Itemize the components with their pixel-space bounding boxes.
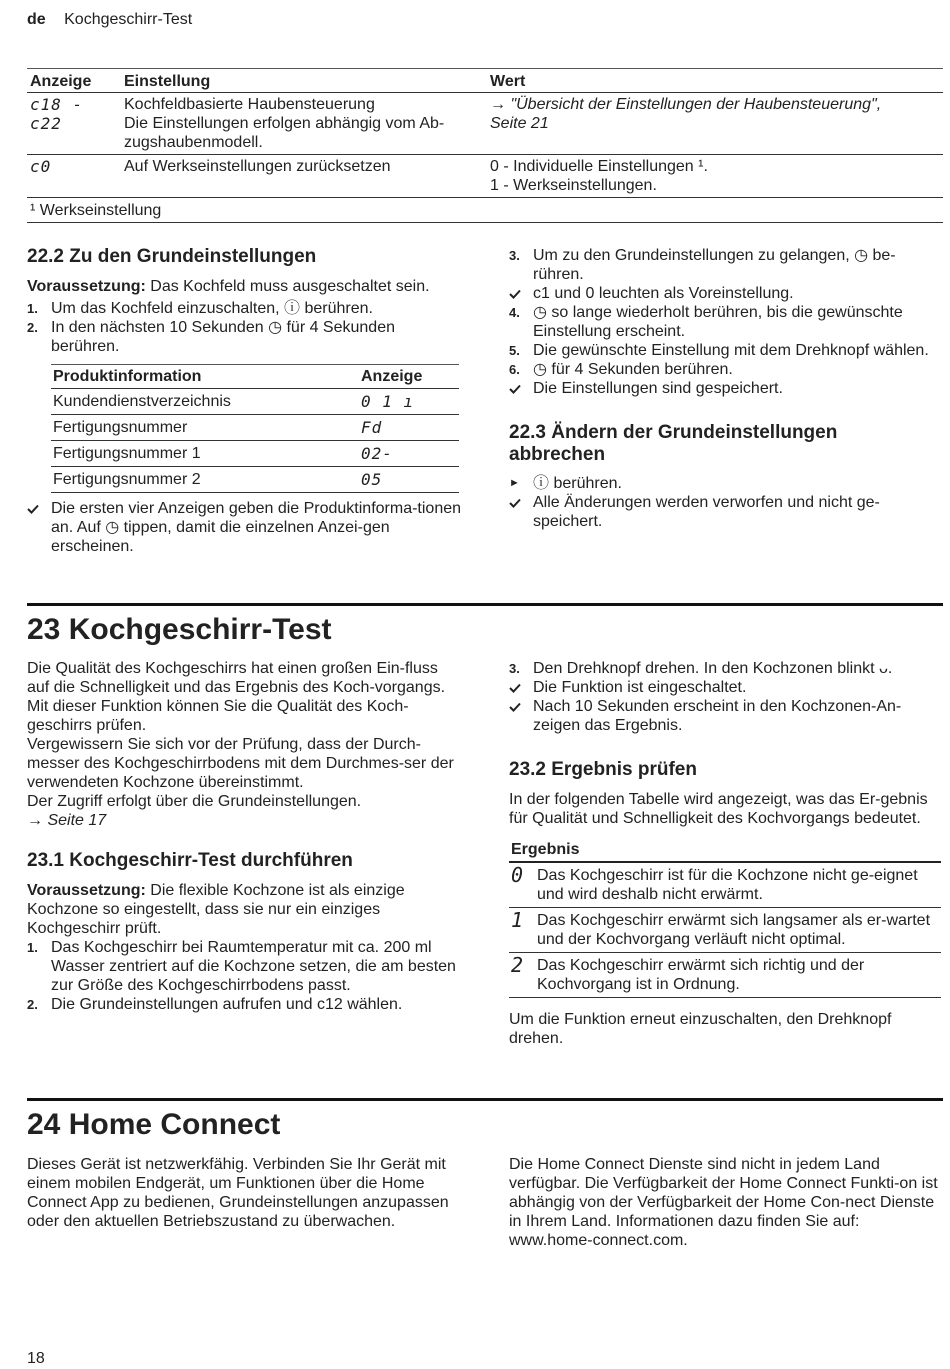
check-icon xyxy=(509,683,521,693)
display-code: c0 xyxy=(27,155,121,198)
table-row xyxy=(27,155,943,198)
section-title: 22.2 Zu den Grundeinstellungen xyxy=(27,246,317,267)
result-text: Nach 10 Sekunden erscheint in den Kochzonen-An-zeigen das Ergebnis. xyxy=(533,698,902,734)
col-header-product-info: Produktinformation xyxy=(51,365,359,389)
outro-text: Um die Funktion erneut einzuschalten, den Drehknopf drehen. xyxy=(509,1011,892,1047)
check-icon xyxy=(27,504,39,514)
result-code: 2 xyxy=(509,953,535,998)
cell-display: Fd xyxy=(359,415,459,441)
prereq-text: Die flexible Kochzone ist als einzige Kochzone so eingestellt, dass sie nur ein einziges Kochgeschirr prüft. xyxy=(27,882,405,937)
page-number: 18 xyxy=(27,1350,45,1367)
footnote: ¹ Werkseinstellung xyxy=(27,198,943,223)
step-text: In den nächsten 10 Sekunden ◷ für 4 Sekunden berühren. xyxy=(51,319,395,355)
step-2: 2. In den nächsten 10 Sekunden ◷ für 4 Sekunden berühren. xyxy=(27,319,395,355)
cell-display: 05 xyxy=(359,467,459,493)
table-row xyxy=(509,908,941,953)
display-code: c18 - c22 xyxy=(27,93,121,155)
step-text: Den Drehknopf drehen. In den Kochzonen blinkt ᴗ. xyxy=(533,660,893,677)
header-title: Kochgeschirr-Test xyxy=(64,11,193,28)
result-3b xyxy=(509,697,944,735)
value-link[interactable]: → "Übersicht der Einstellungen der Haubensteuerung", Seite 21 xyxy=(487,93,943,155)
page-link[interactable]: → Seite 17 xyxy=(27,812,107,829)
table-row xyxy=(51,441,459,467)
step-4: 4. ◷ so lange wiederholt berühren, bis die gewünschte Einstellung erscheint. xyxy=(509,304,903,340)
chapter-23-title: 23 Kochgeschirr-Test xyxy=(27,613,332,646)
table-row xyxy=(509,862,941,908)
cell-label: Fertigungsnummer xyxy=(51,415,359,441)
step-text: Um das Kochfeld einzuschalten, ⓘ berühren. xyxy=(51,300,373,317)
intro-text: In der folgenden Tabelle wird angezeigt, was das Er-gebnis für Qualität und Schnelligkeit des Kochvorgangs bedeutet. xyxy=(509,791,928,827)
section-22-2-cont xyxy=(509,246,944,531)
check-icon xyxy=(509,498,521,508)
result-3a xyxy=(509,678,944,697)
section-divider xyxy=(27,603,943,606)
section-22-2 xyxy=(27,246,462,556)
result-text: Alle Änderungen werden verworfen und nicht ge-speichert. xyxy=(533,494,880,530)
step-text: ◷ für 4 Sekunden berühren. xyxy=(533,361,733,378)
step-5: 5. Die gewünschte Einstellung mit dem Drehknopf wählen. xyxy=(509,342,929,359)
value-text: 0 - Individuelle Einstellungen ¹. 1 - Werkseinstellungen. xyxy=(487,155,943,198)
result-text: Die Funktion ist eingeschaltet. xyxy=(533,679,747,696)
prereq-label: Voraussetzung: xyxy=(27,278,146,295)
page-header xyxy=(27,10,192,29)
table-row xyxy=(51,467,459,493)
result xyxy=(509,493,944,531)
result-text: Die Einstellungen sind gespeichert. xyxy=(533,380,783,397)
cell-display: 0 1 ı xyxy=(359,389,459,415)
step-text: Die Grundeinstellungen aufrufen und c12 wählen. xyxy=(51,996,403,1013)
hood-settings-table xyxy=(27,68,943,223)
col-header-display: Anzeige xyxy=(27,69,121,93)
step-text: ⓘ berühren. xyxy=(533,475,622,492)
product-info-table xyxy=(51,364,459,493)
table-row xyxy=(27,93,943,155)
step-2: 2. Die Grundeinstellungen aufrufen und c12 wählen. xyxy=(27,996,403,1013)
intro-text: Die Qualität des Kochgeschirrs hat einen großen Ein-fluss auf die Schnelligkeit und das Ergebnis des Koch-vorgangs. Mit dieser Funktion können Sie die Qualität des Koch-geschirrs prüfen. Vergewissern Sie sich vor der Prüfung, dass der Durch-messer des Kochgeschirrbodens mit dem Durchmes-ser der verwendeten Kochzone übereinstimmt. Der Zugriff erfolgt über die Grundeinstellungen. xyxy=(27,660,454,810)
check-icon xyxy=(509,702,521,712)
section-23-right xyxy=(509,659,944,1048)
prereq-label: Voraussetzung: xyxy=(27,882,146,899)
step-text: ◷ so lange wiederholt berühren, bis die gewünschte Einstellung erscheint. xyxy=(533,304,903,340)
step-3: 3. Den Drehknopf drehen. In den Kochzonen blinkt ᴗ. xyxy=(509,660,893,677)
cell-label: Fertigungsnummer 2 xyxy=(51,467,359,493)
chapter-24-title: 24 Home Connect xyxy=(27,1108,281,1141)
col-header-setting: Einstellung xyxy=(121,69,487,93)
result-description: Das Kochgeschirr ist für die Kochzone nicht ge-eignet und wird deshalb nicht erwärmt. xyxy=(535,862,941,908)
section-22-3-title: 22.3 Ändern der Grundeinstellungen abbrechen xyxy=(509,422,838,465)
col-header-result: Ergebnis xyxy=(509,838,941,862)
result-description: Das Kochgeschirr erwärmt sich richtig und der Kochvorgang ist in Ordnung. xyxy=(535,953,941,998)
arrow-icon: ► xyxy=(509,477,520,489)
col-header-display: Anzeige xyxy=(359,365,459,389)
section-23-1-title: 23.1 Kochgeschirr-Test durchführen xyxy=(27,850,353,871)
result-text: c1 und 0 leuchten als Voreinstellung. xyxy=(533,285,794,302)
setting-text: Kochfeldbasierte Haubensteuerung Die Einstellungen erfolgen abhängig vom Ab- zugshaubenmodell. xyxy=(121,93,487,155)
prerequisite xyxy=(27,881,462,938)
result-table xyxy=(509,838,941,998)
language-code: de xyxy=(27,11,46,28)
check-icon xyxy=(509,289,521,299)
cell-label: Fertigungsnummer 1 xyxy=(51,441,359,467)
result-6 xyxy=(509,379,944,398)
setting-text: Auf Werkseinstellungen zurücksetzen xyxy=(121,155,487,198)
table-row xyxy=(509,953,941,998)
step-1: 1. Das Kochgeschirr bei Raumtemperatur mit ca. 200 ml Wasser zentriert auf die Kochzone setzen, die am besten zur Größe des Kochgeschirrbodens passt. xyxy=(27,939,456,994)
action-step xyxy=(509,474,944,493)
result-3 xyxy=(509,284,944,303)
cell-display: 02- xyxy=(359,441,459,467)
step-text: Um zu den Grundeinstellungen zu gelangen, ◷ be-rühren. xyxy=(533,247,896,283)
col-header-value: Wert xyxy=(487,69,943,93)
step-text: Die gewünschte Einstellung mit dem Drehknopf wählen. xyxy=(533,342,929,359)
section-23-2-title: 23.2 Ergebnis prüfen xyxy=(509,759,697,780)
step-6: 6. ◷ für 4 Sekunden berühren. xyxy=(509,361,733,378)
check-icon xyxy=(509,384,521,394)
step-text: Das Kochgeschirr bei Raumtemperatur mit ca. 200 ml Wasser zentriert auf die Kochzone setzen, die am besten zur Größe des Kochgeschirrbodens passt. xyxy=(51,939,456,994)
prereq-text: Das Kochfeld muss ausgeschaltet sein. xyxy=(145,278,430,295)
step-3: 3. Um zu den Grundeinstellungen zu gelangen, ◷ be-rühren. xyxy=(509,247,896,283)
home-connect-right-text: Die Home Connect Dienste sind nicht in jedem Land verfügbar. Die Verfügbarkeit der Home Connect Funkti-on ist abhängig von der Verfügbarkeit der Home Con-nect Dienste in Ihrem Land. Informationen dazu finden Sie auf: www.home-connect.com. xyxy=(509,1156,938,1249)
section-divider xyxy=(27,1098,943,1101)
result-code: 1 xyxy=(509,908,535,953)
prerequisite xyxy=(27,277,462,296)
result-1 xyxy=(27,499,462,556)
home-connect-left-text: Dieses Gerät ist netzwerkfähig. Verbinden Sie Ihr Gerät mit einem mobilen Endgerät, um Funktionen über die Home Connect App zu bedienen, Grundeinstellungen anzupassen oder den aktuellen Betriebszustand zu überwachen. xyxy=(27,1156,449,1230)
step-1: 1. Um das Kochfeld einzuschalten, ⓘ berühren. xyxy=(27,300,373,317)
cell-label: Kundendienstverzeichnis xyxy=(51,389,359,415)
table-row xyxy=(51,389,459,415)
section-23-left xyxy=(27,659,462,1014)
result-description: Das Kochgeschirr erwärmt sich langsamer als er-wartet und der Kochvorgang verläuft nicht optimal. xyxy=(535,908,941,953)
table-row xyxy=(51,415,459,441)
result-text: Die ersten vier Anzeigen geben die Produktinforma-tionen an. Auf ◷ tippen, damit die einzelnen Anzei-gen erscheinen. xyxy=(51,500,462,555)
result-code: 0 xyxy=(509,862,535,908)
